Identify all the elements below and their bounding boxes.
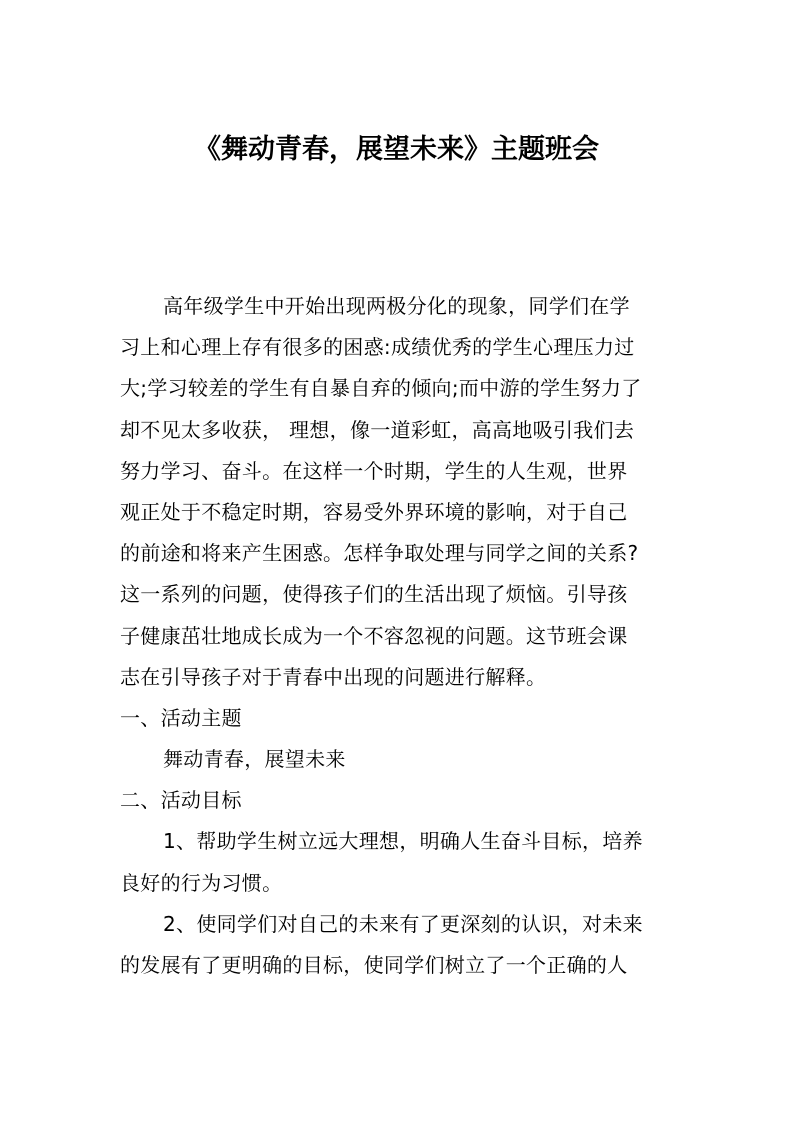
text-line: 2、使同学们对自己的未来有了更深刻的认识，对未来 [163, 911, 643, 936]
text-line: 一、活动主题 [120, 705, 242, 730]
text-line: 子健康茁壮地成长成为一个不容忽视的问题。这节班会课 [120, 623, 628, 648]
text-line: 高年级学生中开始出现两极分化的现象，同学们在学 [163, 294, 630, 318]
text-line: 舞动青春，展望未来 [163, 747, 346, 772]
document-body [120, 286, 680, 986]
text-line: 二、活动目标 [120, 788, 242, 813]
text-line: 良好的行为习惯。 [120, 870, 283, 895]
text-line: 习上和心理上存有很多的困惑:成绩优秀的学生心理压力过 [120, 335, 635, 360]
text-line: 1、帮助学生树立远大理想，明确人生奋斗目标，培养 [163, 829, 643, 854]
text-line: 的前途和将来产生困惑。怎样争取处理与同学之间的关系? [120, 541, 639, 566]
text-line: 志在引导孩子对于青春中出现的问题进行解释。 [120, 664, 547, 689]
text-line: 大;学习较差的学生有自暴自弃的倾向;而中游的学生努力了 [120, 376, 642, 401]
text-line: 这一系列的问题，使得孩子们的生活出现了烦恼。引导孩 [120, 582, 628, 607]
text-line: 观正处于不稳定时期，容易受外界环境的影响，对于自己 [120, 499, 628, 524]
text-line: 却不见太多收获， 理想，像一道彩虹，高高地吸引我们去 [120, 417, 635, 442]
document-title: 《舞动青春，展望未来》主题班会 [194, 134, 599, 165]
text-line: 努力学习、奋斗。在这样一个时期，学生的人生观，世界 [120, 458, 628, 483]
text-line: 的发展有了更明确的目标，使同学们树立了一个正确的人 [120, 953, 628, 977]
